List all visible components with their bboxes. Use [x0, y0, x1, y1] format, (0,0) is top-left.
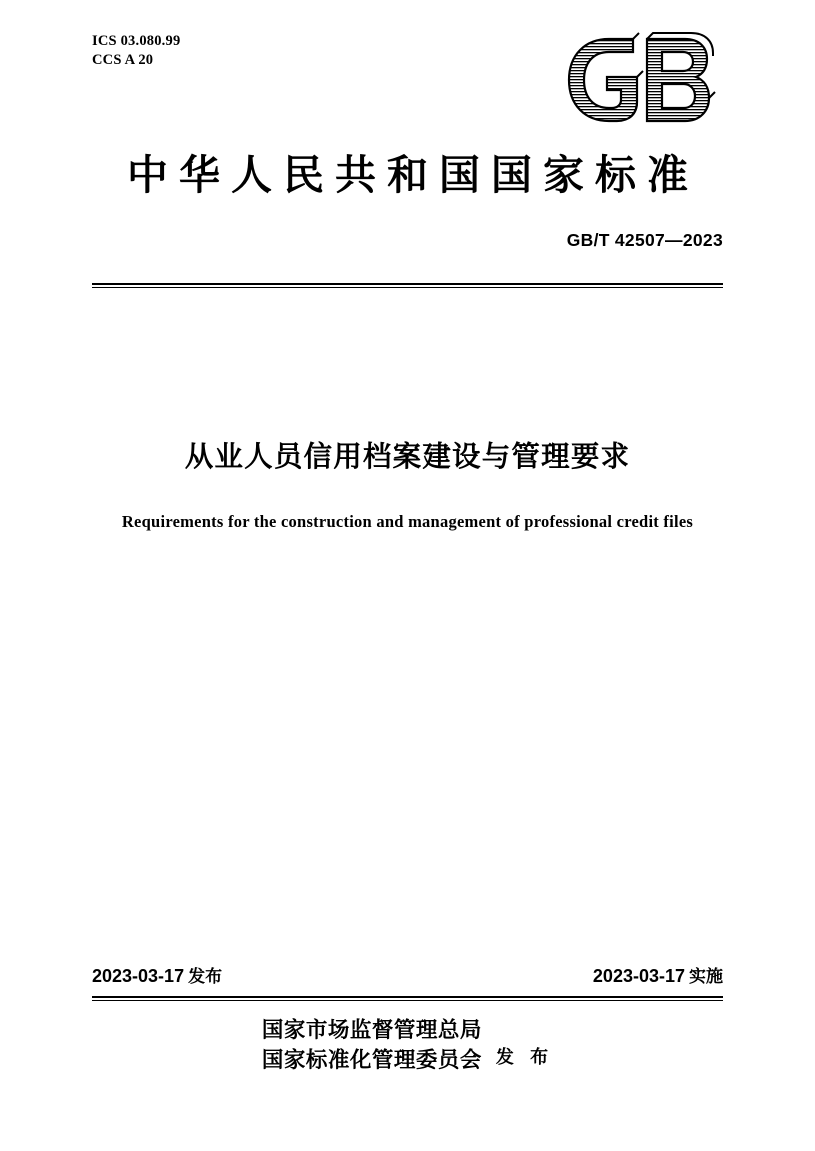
document-title-chinese: 从业人员信用档案建设与管理要求 [184, 440, 631, 473]
footer-divider [92, 996, 723, 998]
publisher-verb: 发 布 [495, 1046, 554, 1068]
publisher-line-1: 国家市场监督管理总局 [261, 1018, 482, 1043]
national-standard-title: 中华人民共和国国家标准 [127, 151, 699, 199]
publisher-line-2: 国家标准化管理委员会 [261, 1047, 482, 1073]
document-title-english: Requirements for the construction and management of professional credit files [121, 512, 694, 531]
issue-date: 2023-03-17 [92, 966, 185, 986]
gb-logo-icon [555, 28, 723, 132]
issue-date-label: 发布 [188, 967, 223, 987]
publisher-names [262, 1016, 482, 1075]
implementation-date: 2023-03-17 [592, 966, 685, 986]
issue-date-block [92, 962, 222, 987]
ics-code-block [92, 32, 180, 69]
standard-number: GB/T 42507—2023 [566, 230, 723, 250]
publisher-block [0, 1016, 815, 1075]
ics-code: ICS 03.080.99 [92, 33, 181, 49]
implementation-date-block [593, 962, 723, 987]
header-divider [92, 283, 723, 285]
ccs-code: CCS A 20 [92, 51, 154, 68]
implementation-date-label: 实施 [689, 967, 723, 987]
